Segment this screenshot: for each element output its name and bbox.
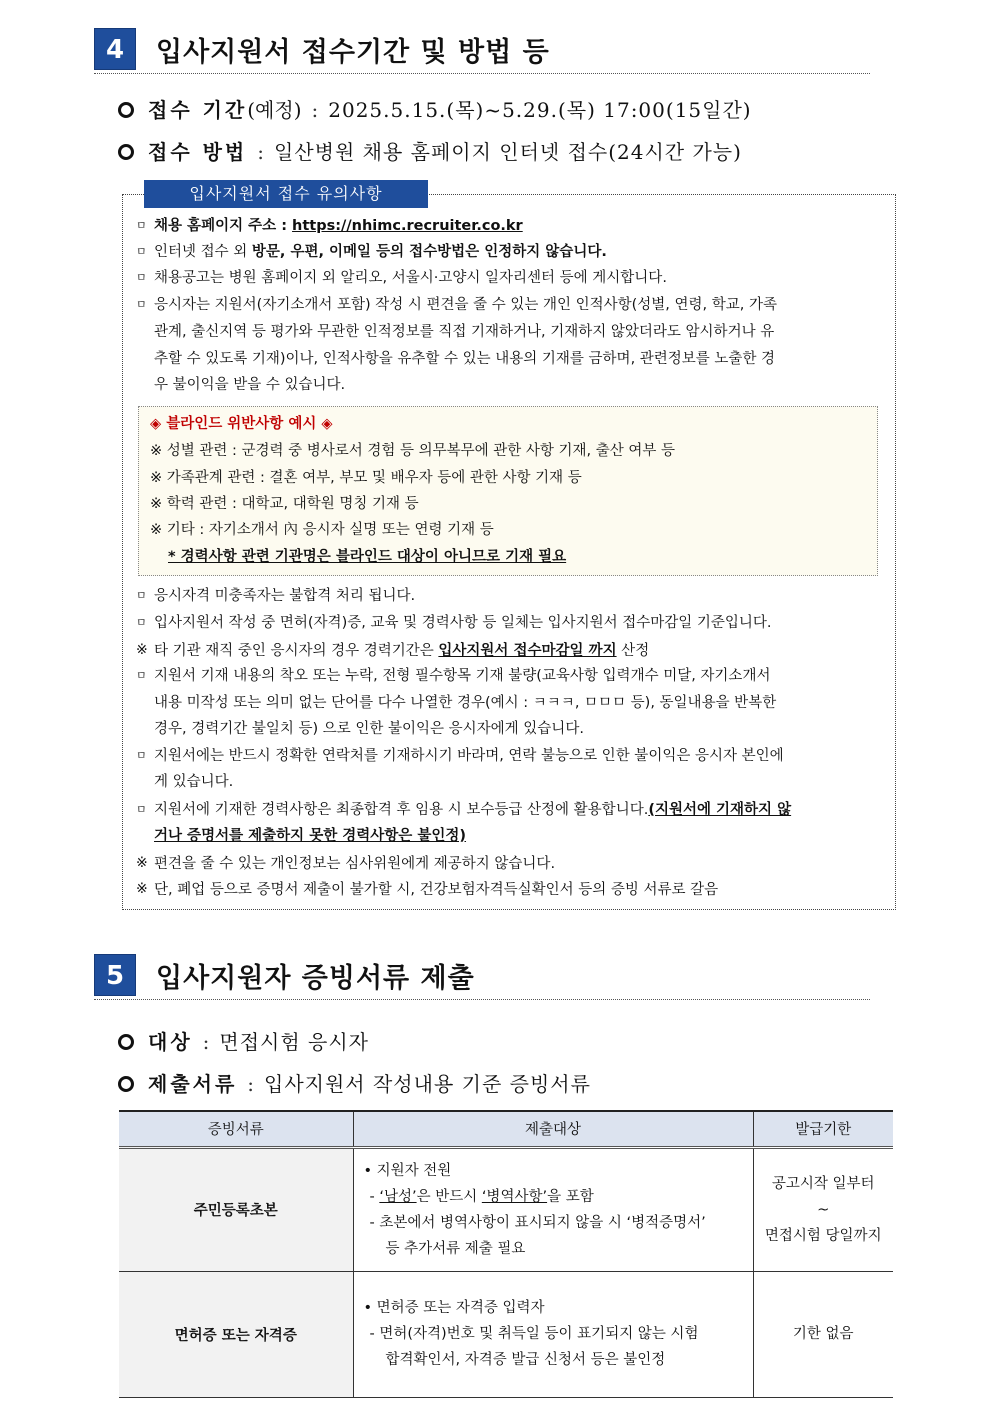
docs-line bbox=[118, 1068, 591, 1097]
method-value: 일산병원 채용 홈페이지 인터넷 접수(24시간 가능) bbox=[274, 140, 742, 164]
section-5-number: 5 bbox=[94, 954, 136, 996]
row2-target-1: • 면허증 또는 자격증 입력자 bbox=[363, 1300, 545, 1316]
career-pay-bold-2: 거나 증명서를 제출하지 못한 경력사항은 불인정) bbox=[154, 828, 467, 844]
row2-category: 면허증 또는 자격증 bbox=[119, 1271, 353, 1397]
privacy-text-4: 우 불이익을 받을 수 있습니다. bbox=[154, 377, 346, 393]
errors-text-3: 경우, 경력기간 불일치 등) 으로 인한 불이익은 응시자에게 있습니다. bbox=[154, 721, 584, 737]
docs-value: 입사지원서 작성내용 기준 증빙서류 bbox=[264, 1072, 591, 1096]
method-text-bold: 방문, 우편, 이메일 등의 접수방법은 인정하지 않습니다. bbox=[251, 244, 607, 260]
square-bullet-icon: ㅁ bbox=[136, 298, 147, 311]
career-period-end: 산정 bbox=[616, 643, 650, 659]
row1-deadline-3: 면접시험 당일까지 bbox=[764, 1227, 882, 1244]
notice-item-personal-info bbox=[136, 853, 555, 874]
header-target: 제출대상 bbox=[353, 1111, 753, 1147]
notice-item-qualification bbox=[136, 586, 415, 606]
circle-bullet-icon bbox=[118, 144, 134, 160]
reference-mark-icon: ※ bbox=[136, 855, 148, 871]
row1-target-3: - 초본에서 병역사항이 표시되지 않을 시 ‘병적증명서’ bbox=[369, 1214, 706, 1231]
header-document: 증빙서류 bbox=[119, 1111, 353, 1147]
period-separator: : bbox=[311, 98, 319, 122]
errors-text-2: 내용 미작성 또는 의미 없는 단어를 다수 나열한 경우(예시 : ㅋㅋㅋ, ㅁㅁㅁ 등), 동일내용을 반복한 bbox=[154, 695, 777, 711]
period-line bbox=[118, 94, 752, 123]
square-bullet-icon: ㅁ bbox=[136, 803, 147, 816]
row1-deadline-1: 공고시작 일부터 bbox=[771, 1175, 875, 1192]
blind-item-gender: ※ 성별 관련 : 군경력 중 병사로서 경험 등 의무복무에 관한 사항 기재, 출산 여부 등 bbox=[150, 443, 675, 459]
homepage-label: 채용 홈페이지 주소 : bbox=[154, 218, 293, 234]
docs-separator: : bbox=[247, 1072, 255, 1096]
header-deadline: 발급기한 bbox=[753, 1111, 893, 1147]
method-label: 접수 방법 bbox=[148, 140, 248, 164]
square-bullet-icon: ㅁ bbox=[136, 271, 147, 284]
notice-item-career-pay bbox=[136, 800, 791, 820]
period-label: 접수 기간 bbox=[148, 98, 248, 122]
row1-category: 주민등록초본 bbox=[119, 1147, 353, 1271]
homepage-url-link[interactable]: https://nhimc.recruiter.co.kr bbox=[292, 218, 523, 234]
notice-item-deadline-basis bbox=[136, 613, 772, 633]
period-note: (예정) bbox=[247, 98, 302, 122]
dash: - bbox=[369, 1188, 380, 1205]
row2-deadline: 기한 없음 bbox=[753, 1271, 893, 1397]
career-pay-bold-1: (지원서에 기재하지 않 bbox=[648, 802, 792, 818]
privacy-text-2: 관계, 출신지역 등 평가와 무관한 인적정보를 직접 기재하거나, 기재하지 않았더라도 암시하거나 유 bbox=[154, 324, 775, 340]
circle-bullet-icon bbox=[118, 102, 134, 118]
blind-title: ◈ 블라인드 위반사항 예시 ◈ bbox=[150, 416, 333, 432]
posting-text: 채용공고는 병원 홈페이지 외 알리오, 서울시·고양시 일자리센터 등에 게시합니다. bbox=[154, 270, 667, 286]
blind-item-education: ※ 학력 관련 : 대학교, 대학원 명칭 기재 등 bbox=[150, 496, 419, 512]
section-5-header bbox=[94, 954, 870, 1000]
notice-item-contact bbox=[136, 746, 784, 766]
section-5-title: 입사지원자 증빙서류 제출 bbox=[156, 963, 475, 994]
method-separator: : bbox=[257, 140, 264, 164]
notice-item-method bbox=[136, 242, 607, 262]
blind-item-other: ※ 기타 : 자기소개서 內 응시자 실명 또는 연령 기재 등 bbox=[150, 522, 494, 538]
row1-target-2 bbox=[364, 1184, 743, 1210]
table-row bbox=[119, 1147, 893, 1271]
personal-info-text: 편견을 줄 수 있는 개인정보는 심사위원에게 제공하지 않습니다. bbox=[154, 856, 556, 872]
privacy-text-1: 응시자는 지원서(자기소개서 포함) 작성 시 편견을 줄 수 있는 개인 인적사항(성별, 연령, 학교, 가족 bbox=[154, 297, 777, 313]
method-line bbox=[118, 136, 742, 165]
section-4-title: 입사지원서 접수기간 및 방법 등 bbox=[156, 37, 550, 68]
row2-target-3: 합격확인서, 자격증 발급 신청서 등은 불인정 bbox=[385, 1352, 666, 1368]
row1-target bbox=[353, 1147, 753, 1271]
errors-text-1: 지원서 기재 내용의 착오 또는 누락, 전형 필수항목 기재 불량(교육사항 입력개수 미달, 자기소개서 bbox=[154, 668, 771, 684]
career-period-bold: 입사지원서 접수마감일 까지 bbox=[438, 643, 617, 659]
circle-bullet-icon bbox=[118, 1076, 134, 1092]
square-bullet-icon: ㅁ bbox=[136, 749, 147, 762]
section-4-number: 4 bbox=[94, 28, 136, 70]
contact-text-1: 지원서에는 반드시 정확한 연락처를 기재하시기 바라며, 연락 불능으로 인한 불이익은 응시자 본인에 bbox=[154, 748, 784, 764]
closure-text: 단, 폐업 등으로 증명서 제출이 불가할 시, 건강보험자격득실확인서 등의 증빙 서류로 갈음 bbox=[154, 882, 719, 898]
reference-mark-icon: ※ bbox=[136, 642, 148, 658]
notice-item-privacy bbox=[136, 295, 777, 315]
docs-label: 제출서류 bbox=[148, 1072, 238, 1096]
row1-deadline bbox=[753, 1147, 893, 1271]
method-text: 인터넷 접수 외 bbox=[154, 244, 252, 260]
career-pay-text: 지원서에 기재한 경력사항은 최종합격 후 임용 시 보수등급 산정에 활용합니다. bbox=[154, 802, 649, 818]
section-4-header bbox=[94, 28, 870, 74]
career-period-text: 타 기관 재직 중인 응시자의 경우 경력기간은 bbox=[154, 643, 439, 659]
reference-mark-icon: ※ bbox=[136, 881, 148, 897]
row2-target bbox=[353, 1271, 753, 1397]
male-text: ‘남성’ bbox=[379, 1188, 417, 1205]
target-value: 면접시험 응시자 bbox=[219, 1030, 369, 1054]
notice-item-errors bbox=[136, 666, 770, 686]
notice-item-posting bbox=[136, 268, 667, 288]
row1-deadline-2: ~ bbox=[817, 1201, 830, 1218]
circle-bullet-icon bbox=[118, 1034, 134, 1050]
deadline-basis-text: 입사지원서 작성 중 면허(자격)증, 교육 및 경력사항 등 일체는 입사지원서 접수마감일 기준입니다. bbox=[154, 615, 772, 631]
privacy-text-3: 추할 수 있도록 기재)이나, 인적사항을 유추할 수 있는 내용의 기재를 금하며, 관련정보를 노출한 경 bbox=[154, 351, 776, 367]
military-text: ‘병역사항’ bbox=[481, 1188, 548, 1205]
square-bullet-icon: ㅁ bbox=[136, 669, 147, 682]
contact-text-2: 게 있습니다. bbox=[154, 774, 234, 790]
row1-target-2-end: 을 포함 bbox=[547, 1188, 594, 1205]
square-bullet-icon: ㅁ bbox=[136, 616, 147, 629]
row1-target-4: 등 추가서류 제출 필요 bbox=[385, 1240, 526, 1257]
target-separator: : bbox=[202, 1030, 210, 1054]
target-label: 대상 bbox=[148, 1030, 193, 1054]
notice-tab: 입사지원서 접수 유의사항 bbox=[144, 180, 428, 208]
row1-target-2-mid: 은 반드시 bbox=[416, 1188, 482, 1205]
blind-item-family: ※ 가족관계 관련 : 결혼 여부, 부모 및 배우자 등에 관한 사항 기재 등 bbox=[150, 470, 582, 486]
notice-item-closure bbox=[136, 879, 718, 900]
qualification-text: 응시자격 미충족자는 불합격 처리 됩니다. bbox=[154, 588, 416, 604]
documents-table bbox=[119, 1110, 893, 1398]
row1-target-1: • 지원자 전원 bbox=[363, 1162, 452, 1179]
row2-target-2: - 면허(자격)번호 및 취득일 등이 표기되지 않는 시험 bbox=[369, 1326, 699, 1342]
square-bullet-icon: ㅁ bbox=[136, 245, 147, 258]
blind-item-career-note: * 경력사항 관련 기관명은 블라인드 대상이 아니므로 기재 필요 bbox=[168, 549, 567, 565]
table-header-row bbox=[119, 1111, 893, 1147]
notice-item-career-period bbox=[136, 640, 649, 661]
square-bullet-icon: ㅁ bbox=[136, 219, 147, 232]
table-row bbox=[119, 1271, 893, 1397]
period-value: 2025.5.15.(목)~5.29.(목) 17:00(15일간) bbox=[328, 98, 752, 122]
square-bullet-icon: ㅁ bbox=[136, 589, 147, 602]
notice-item-homepage bbox=[136, 216, 523, 236]
target-line bbox=[118, 1026, 369, 1055]
